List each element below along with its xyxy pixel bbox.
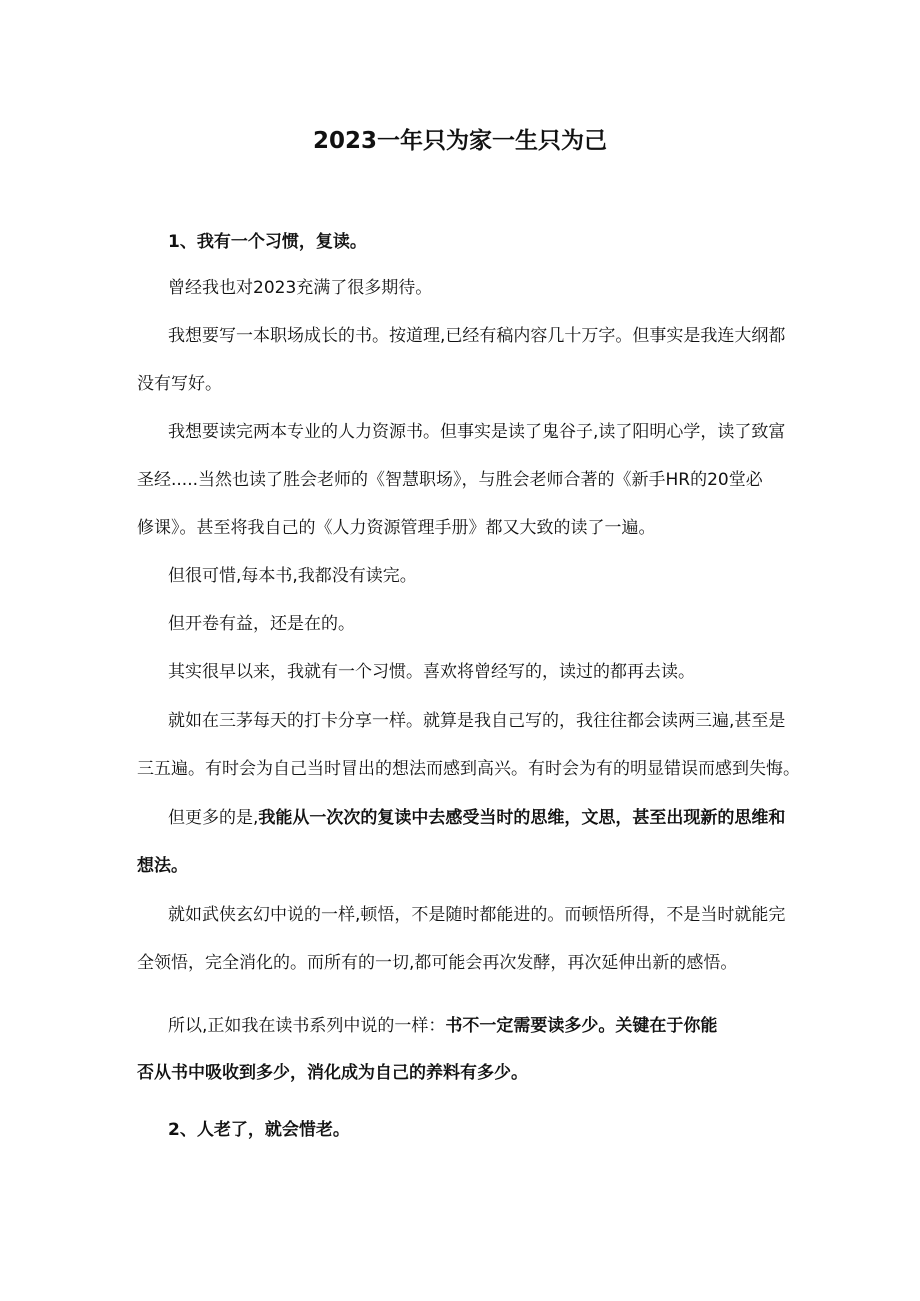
paragraph-4: 但很可惜,每本书,我都没有读完。: [168, 566, 417, 586]
paragraph-2-line-1: 我想要写一本职场成长的书。按道理,已经有稿内容几十万字。但事实是我连大纲都: [168, 326, 786, 346]
paragraph-8-line-2: 想法。: [137, 856, 188, 876]
paragraph-3-line-3: 修课》。甚至将我自己的《人力资源管理手册》都又大致的读了一遍。: [137, 518, 656, 538]
document-title: 2023一年只为家一生只为己: [312, 128, 607, 154]
paragraph-8-emphasis-text: 我能从一次次的复读中去感受当时的思维，文思，甚至出现新的思维和: [258, 808, 786, 828]
paragraph-3-line-2: 圣经.....当然也读了胜会老师的《智慧职场》，与胜会老师合著的《新手HR的20堂必: [137, 470, 763, 490]
paragraph-10-emphasis-text: 书不一定需要读多少。关键在于你能: [445, 1016, 718, 1036]
paragraph-10-normal-text: 所以,正如我在读书系列中说的一样：: [168, 1016, 446, 1036]
section-1-heading: 1、我有一个习惯，复读。: [168, 232, 367, 252]
paragraph-8-line-1: [168, 805, 785, 831]
paragraph-8-normal-text: 但更多的是,: [168, 808, 259, 828]
paragraph-2-line-2: 没有写好。: [137, 374, 222, 394]
paragraph-5: 但开卷有益，还是在的。: [168, 614, 355, 634]
paragraph-10-line-2: 否从书中吸收到多少，消化成为自己的养料有多少。: [137, 1063, 528, 1083]
paragraph-1: 曾经我也对2023充满了很多期待。: [168, 278, 433, 298]
paragraph-7-line-1: 就如在三茅每天的打卡分享一样。就算是我自己写的，我往往都会读两三遍,甚至是: [168, 711, 786, 731]
paragraph-9-line-1: 就如武侠玄幻中说的一样,顿悟，不是随时都能进的。而顿悟所得，不是当时就能完: [168, 905, 786, 925]
paragraph-3-line-1: 我想要读完两本专业的人力资源书。但事实是读了鬼谷子,读了阳明心学，读了致富: [168, 422, 786, 442]
paragraph-10-line-1: [168, 1013, 717, 1039]
paragraph-7-line-2: 三五遍。有时会为自己当时冒出的想法而感到高兴。有时会为有的明显错误而感到失悔。: [137, 759, 800, 779]
paragraph-9-line-2: 全领悟，完全消化的。而所有的一切,都可能会再次发酵，再次延伸出新的感悟。: [137, 953, 738, 973]
section-2-heading: 2、人老了，就会惜老。: [168, 1120, 350, 1140]
paragraph-6: 其实很早以来，我就有一个习惯。喜欢将曾经写的，读过的都再去读。: [168, 662, 695, 682]
